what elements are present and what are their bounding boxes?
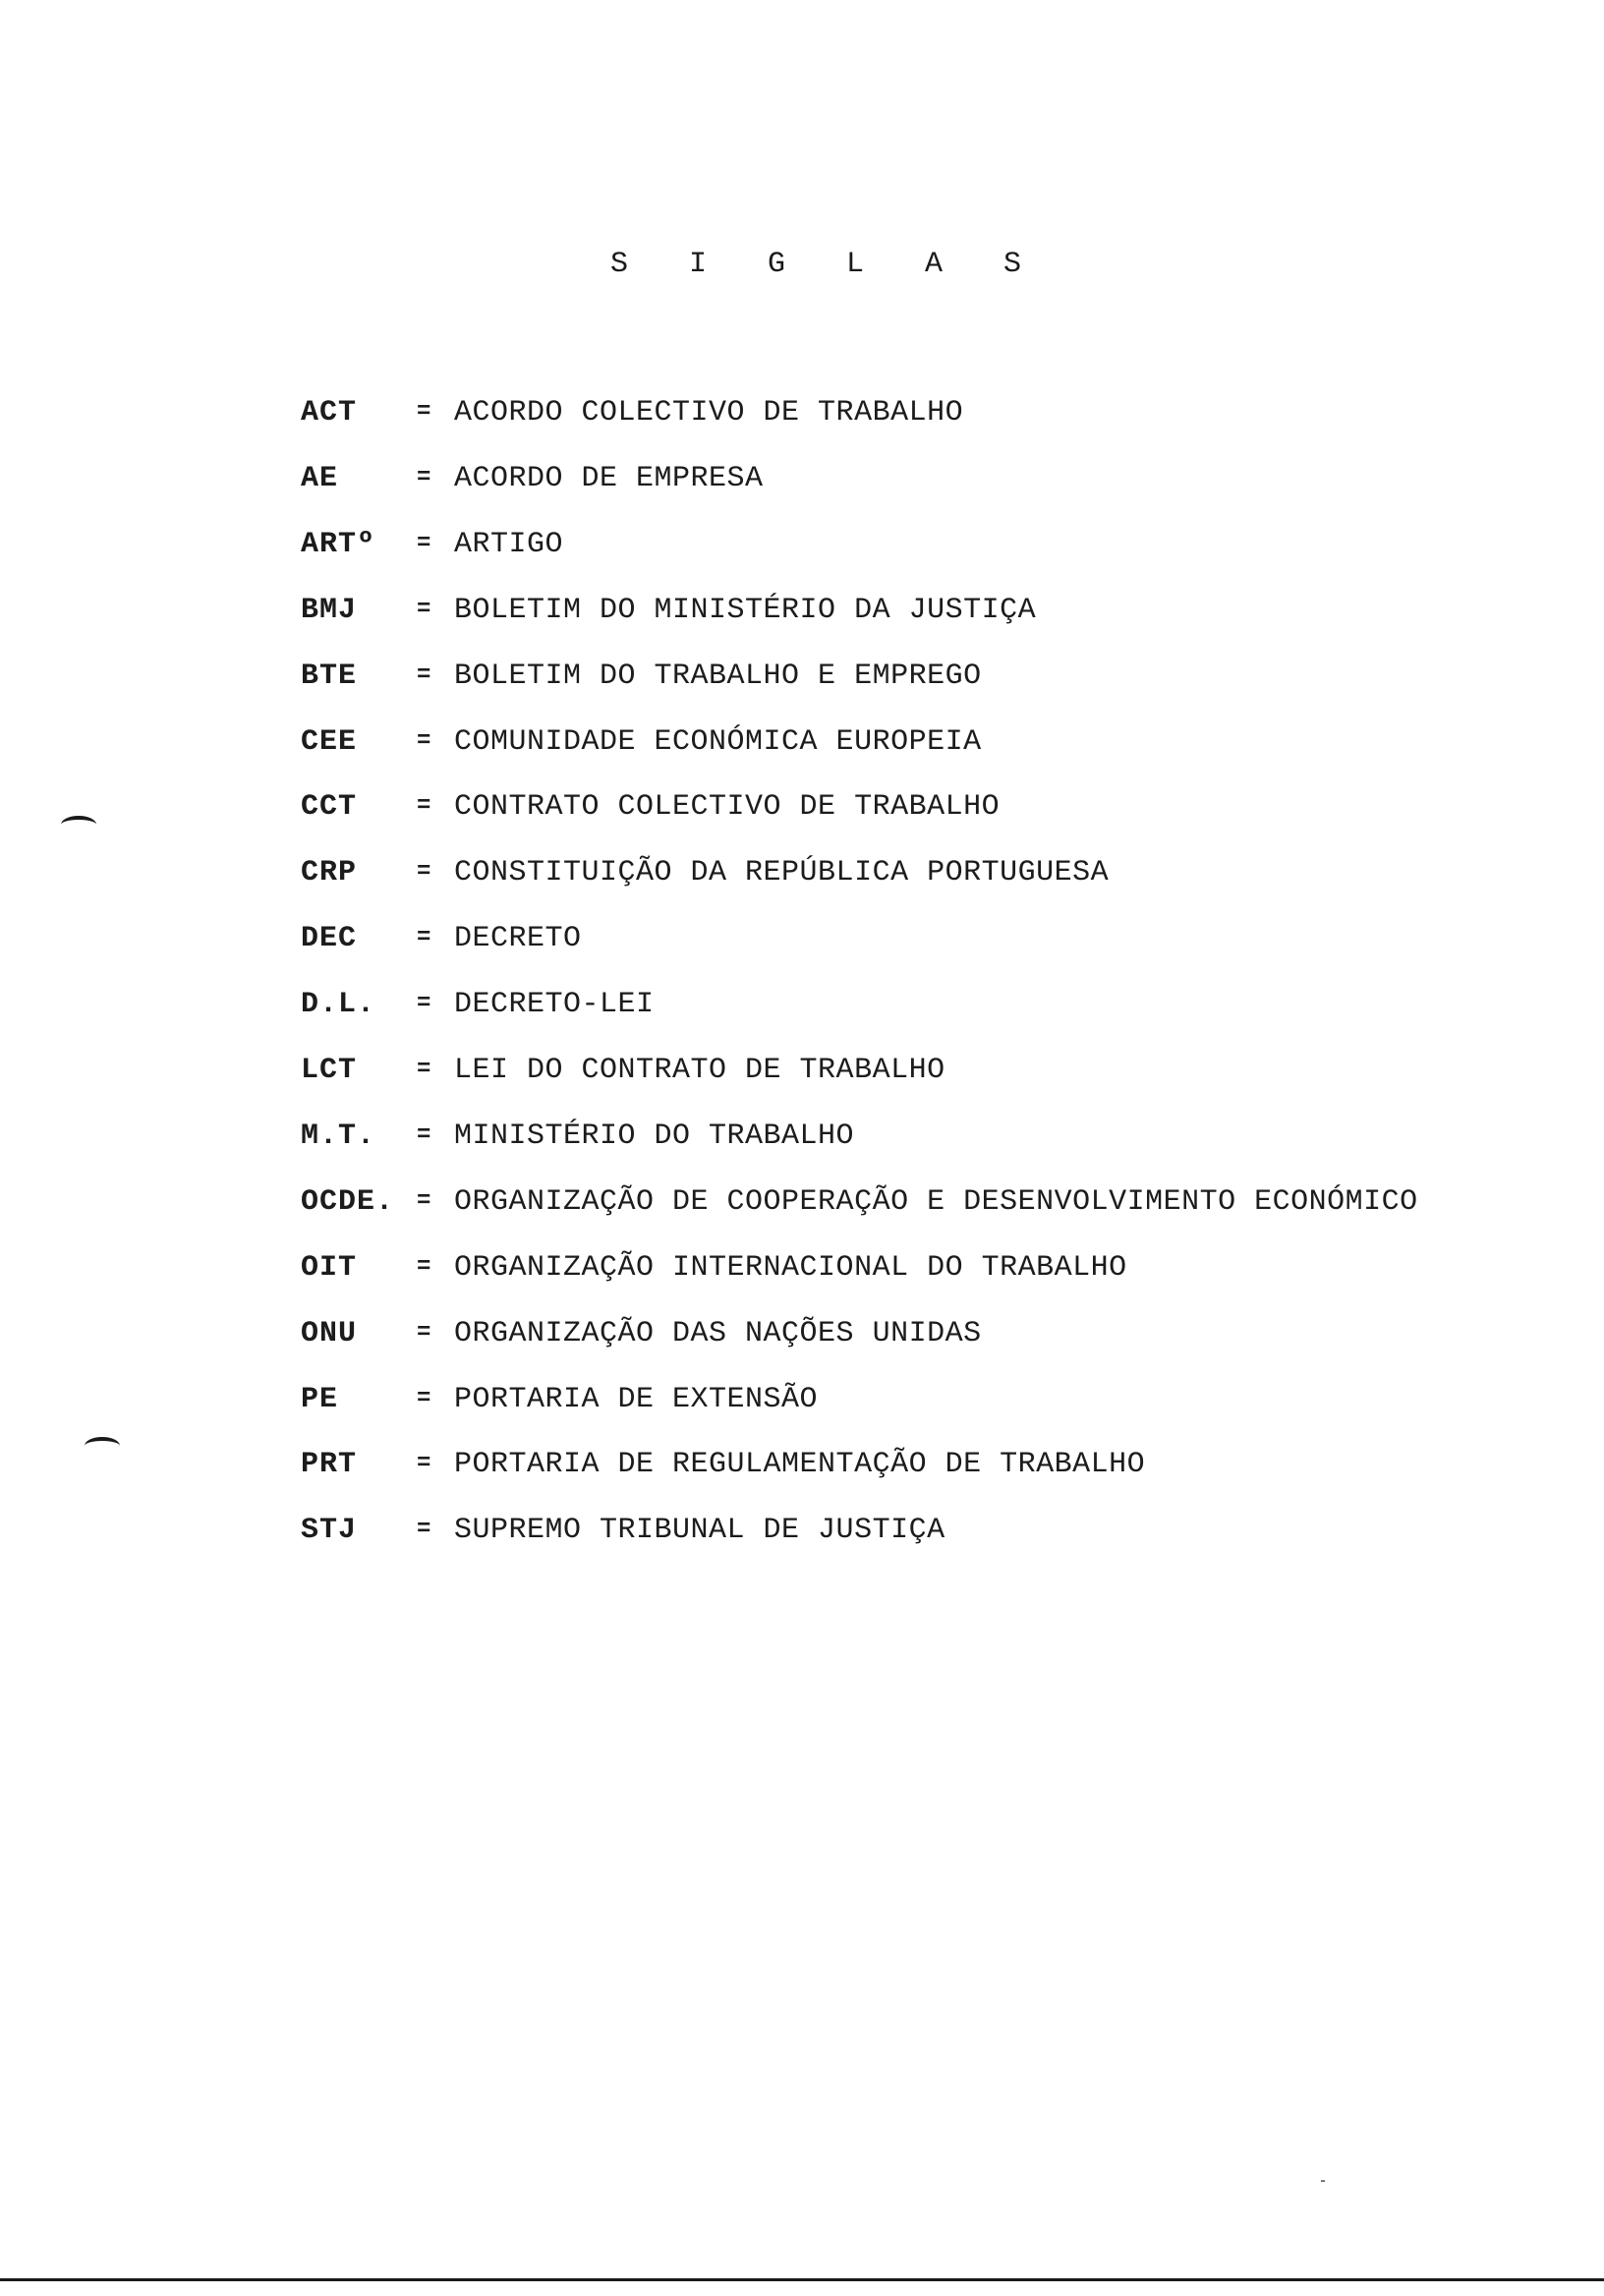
abbreviation-entry (0, 720, 1604, 764)
equals-sign: = (417, 1385, 431, 1412)
abbreviation-entry (0, 1049, 1604, 1092)
equals-sign: = (417, 1253, 431, 1281)
abbreviation-definition: ORGANIZAÇÃO DAS NAÇÕES UNIDAS (454, 1316, 982, 1350)
margin-mark (85, 1437, 120, 1455)
equals-sign: = (417, 793, 431, 821)
equals-sign: = (417, 399, 431, 426)
abbreviation-definition: ORGANIZAÇÃO INTERNACIONAL DO TRABALHO (454, 1250, 1127, 1285)
abbreviation: AE (301, 461, 339, 495)
abbreviation: ARTº (301, 527, 376, 561)
abbreviation-definition: PORTARIA DE EXTENSÃO (454, 1382, 819, 1416)
abbreviation-entry (0, 391, 1604, 434)
abbreviation: PRT (301, 1448, 358, 1482)
abbreviation-definition: ACORDO COLECTIVO DE TRABALHO (454, 396, 964, 430)
abbreviation-entry (0, 523, 1604, 566)
abbreviation: CEE (301, 724, 358, 759)
equals-sign: = (417, 530, 431, 557)
equals-sign: = (417, 727, 431, 755)
abbreviation-entry (0, 983, 1604, 1026)
equals-sign: = (417, 1121, 431, 1149)
abbreviation-definition: DECRETO-LEI (454, 988, 655, 1022)
abbreviation: BMJ (301, 593, 358, 627)
abbreviation-entry (0, 785, 1604, 829)
abbreviation-definition: DECRETO (454, 922, 582, 956)
abbreviation-entry (0, 851, 1604, 894)
abbreviation: LCT (301, 1054, 358, 1087)
abbreviation-entry (0, 917, 1604, 960)
equals-sign: = (417, 1057, 431, 1083)
abbreviation-definition: CONSTITUIÇÃO DA REPÚBLICA PORTUGUESA (454, 856, 1110, 890)
abbreviation: D.L. (301, 988, 376, 1022)
abbreviation: PE (301, 1382, 339, 1416)
abbreviation-entry (0, 1312, 1604, 1355)
abbreviation: ONU (301, 1316, 358, 1350)
abbreviation-definition: BOLETIM DO TRABALHO E EMPREGO (454, 659, 982, 693)
abbreviation-entry (0, 1443, 1604, 1486)
abbreviation-entry (0, 1246, 1604, 1290)
margin-mark (61, 816, 96, 833)
abbreviation-entry (0, 1378, 1604, 1421)
equals-sign: = (417, 464, 431, 491)
abbreviation-definition: MINISTÉRIO DO TRABALHO (454, 1119, 855, 1153)
abbreviation-definition: COMUNIDADE ECONÓMICA EUROPEIA (454, 724, 982, 759)
abbreviation: OIT (301, 1250, 358, 1285)
page-title: S I G L A S (609, 248, 1044, 281)
equals-sign: = (417, 596, 431, 623)
bottom-rule (0, 2278, 1604, 2281)
abbreviation-definition: CONTRATO COLECTIVO DE TRABALHO (454, 790, 1001, 825)
equals-sign: = (417, 991, 431, 1018)
equals-sign: = (417, 1319, 431, 1347)
abbreviation: OCDE. (301, 1184, 395, 1219)
abbreviation: ACT (301, 396, 358, 430)
abbreviation: BTE (301, 659, 358, 693)
abbreviation-entry (0, 1180, 1604, 1224)
abbreviation: STJ (301, 1514, 358, 1548)
equals-sign: = (417, 1451, 431, 1478)
abbreviation-entry (0, 457, 1604, 500)
equals-sign: = (417, 925, 431, 952)
equals-sign: = (417, 1517, 431, 1544)
abbreviation-entry (0, 589, 1604, 632)
abbreviation-definition: ACORDO DE EMPRESA (454, 461, 764, 495)
abbreviation: CRP (301, 856, 358, 890)
abbreviation-definition: ARTIGO (454, 527, 564, 561)
abbreviation-entry (0, 1115, 1604, 1158)
abbreviation: DEC (301, 922, 358, 956)
equals-sign: = (417, 859, 431, 887)
abbreviation-definition: ORGANIZAÇÃO DE COOPERAÇÃO E DESENVOLVIMENTO ECONÓMICO (454, 1184, 1418, 1219)
equals-sign: = (417, 1187, 431, 1215)
equals-sign: = (417, 661, 431, 689)
abbreviation-entry (0, 1509, 1604, 1552)
abbreviation-entry (0, 655, 1604, 698)
abbreviation-definition: BOLETIM DO MINISTÉRIO DA JUSTIÇA (454, 593, 1037, 627)
abbreviation: CCT (301, 790, 358, 825)
scan-speck (1321, 2180, 1325, 2182)
abbreviation-definition: PORTARIA DE REGULAMENTAÇÃO DE TRABALHO (454, 1448, 1146, 1482)
abbreviation: M.T. (301, 1119, 376, 1153)
abbreviation-definition: LEI DO CONTRATO DE TRABALHO (454, 1054, 945, 1087)
abbreviation-definition: SUPREMO TRIBUNAL DE JUSTIÇA (454, 1514, 945, 1548)
